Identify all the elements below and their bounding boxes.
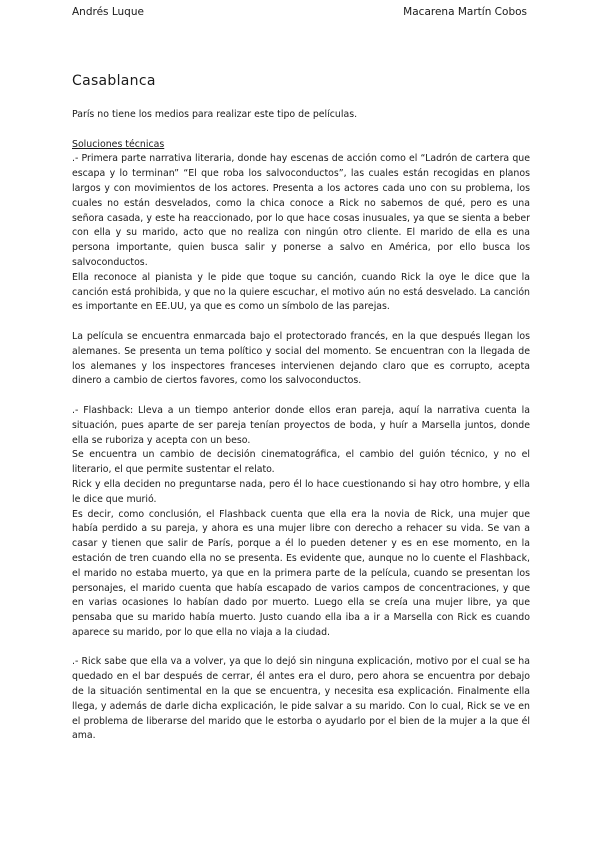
- intro-paragraph: París no tiene los medios para realizar este tipo de películas.: [72, 109, 358, 120]
- paragraph: .- Flashback: Lleva a un tiempo anterior donde ellos eran pareja, aquí la narrativa cuenta la situación, pues aparte de ser pareja tenían proyectos de boda, y huír a Marsella juntos, donde ella se ruboriza y acepta con un beso.: [72, 404, 530, 446]
- paragraph: Rick y ella deciden no preguntarse nada, pero él lo hace cuestionando si hay otro hombre, y ella le dice que murió.: [72, 478, 530, 505]
- paragraph: Se encuentra un cambio de decisión cinematográfica, el cambio del guión técnico, y no el literario, el que permite sustentar el relato.: [72, 449, 530, 476]
- header-author-right: Macarena Martín Cobos: [403, 6, 527, 18]
- paragraph-gap: [72, 389, 530, 404]
- paragraph-gap: [72, 315, 530, 330]
- document-body: [72, 108, 530, 744]
- paragraph-gap: [72, 641, 530, 656]
- document-title: Casablanca: [72, 73, 156, 89]
- header-author-left: Andrés Luque: [72, 6, 144, 18]
- paragraph: .- Primera parte narrativa literaria, donde hay escenas de acción como el “Ladrón de cartera que escapa y lo terminan” “El que roba los salvoconductos”, las cuales están recogidas en planos largos y con movimientos de los actores. Presenta a los actores cada uno con su problema, los cuales no están desvelados, como la chica conoce a Rick no sabemos de qué, pero es una señora casada, y este ha reaccionado, por lo que hace cosas inusuales, ya que se sienta a beber con ella y su marido, acto que no realiza con ningún otro cliente. El marido de ella es una persona importante, quien busca salir y ponerse a salvo en América, por ello busca los salvoconductos.: [72, 153, 530, 268]
- paragraph: .- Rick sabe que ella va a volver, ya que lo dejó sin ninguna explicación, motivo por el cual se ha quedado en el bar después de cerrar, él antes era el duro, pero ahora se encuentra por debajo de la situación sentimental en la que se encuentra, y necesita esa explicación. Finalmente ella llega, y además de darle dicha explicación, le pide salvar a su marido. Con lo cual, Rick se ve en el problema de liberarse del marido que le estorba o ayudarlo por el bien de la mujer a la que él ama.: [72, 656, 530, 742]
- paragraph: La película se encuentra enmarcada bajo el protectorado francés, en la que después llegan los alemanes. Se presenta un tema político y social del momento. Se encuentran con la llegada de los alemanes y los inspectores franceses intervienen dejando claro que es corrupto, acepta dinero a cambio de ciertos favores, como los salvoconductos.: [72, 330, 530, 387]
- paragraph: Es decir, como conclusión, el Flashback cuenta que ella era la novia de Rick, una mujer que había perdido a su pareja, y ahora es una mujer libre con derecho a rehacer su vida. Se van a casar y tienen que salir de París, porque a él lo pueden detener y es en ese momento, en la estación de tren cuando ella no se presenta. Es evidente que, aunque no lo cuente el Flashback, el marido no estaba muerto, ya que en la primera parte de la película, cuando se presentan los personajes, el marido cuenta que había escapado de varios campos de concentraciones, y que en varias ocasiones lo habían dado por muerto. Luego ella se creía una mujer libre, ya que pensaba que su marido había muerto. Justo cuando ella iba a ir a Marsella con Rick es cuando aparece su marido, por lo que ella no viaja a la ciudad.: [72, 508, 530, 638]
- paragraph: Ella reconoce al pianista y le pide que toque su canción, cuando Rick la oye le dice que la canción está prohibida, y que no la quiere escuchar, el motivo aún no está desvelado. La canción es importante en EE.UU, ya que es como un símbolo de las parejas.: [72, 271, 530, 313]
- section-heading: Soluciones técnicas: [72, 138, 165, 150]
